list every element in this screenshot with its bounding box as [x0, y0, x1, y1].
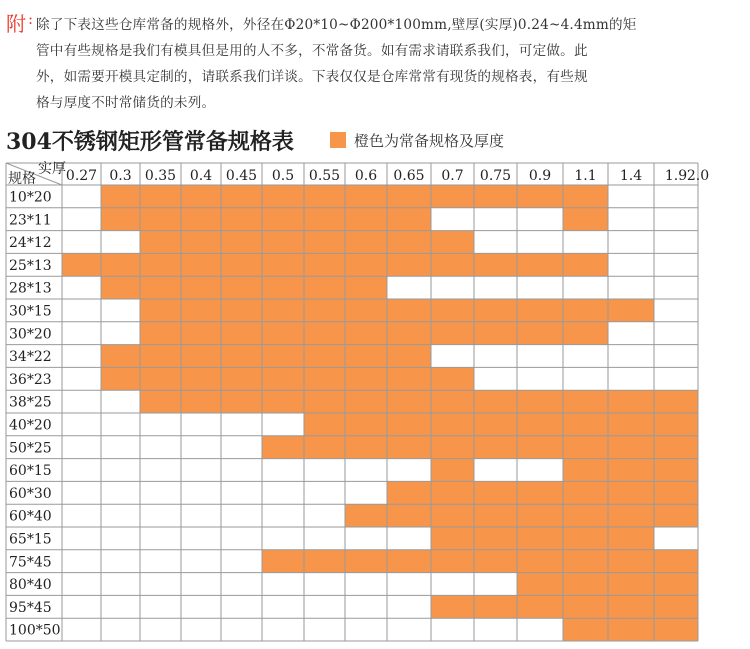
- stock-cell: [181, 322, 221, 345]
- stock-cell: [608, 550, 654, 573]
- thickness-header: 1.9: [664, 168, 688, 184]
- thickness-header: 0.7: [441, 168, 464, 184]
- thickness-header: 1.1: [574, 168, 597, 184]
- stock-cell: [387, 299, 431, 322]
- stock-cell: [304, 390, 345, 413]
- stock-cell: [431, 504, 474, 527]
- spec-label: 40*20: [9, 417, 52, 434]
- stock-cell: [563, 618, 608, 641]
- thickness-header: 0.9: [528, 168, 552, 184]
- stock-cell: [62, 253, 101, 276]
- stock-cell: [431, 367, 474, 390]
- spec-label: 75*45: [9, 554, 52, 571]
- stock-cell: [181, 208, 221, 231]
- note-mark: 附: [6, 12, 26, 36]
- stock-cell: [608, 618, 654, 641]
- stock-cell: [563, 573, 608, 596]
- stock-cell: [345, 390, 387, 413]
- stock-cell: [304, 231, 345, 254]
- note-line: 外，如需要开模具定制的，请联系我们详谈。下表仅仅是仓库常常有现货的规格表，有些规: [36, 69, 588, 85]
- stock-cell: [262, 185, 304, 208]
- stock-cell: [181, 253, 221, 276]
- stock-cell: [221, 208, 262, 231]
- stock-cell: [221, 253, 262, 276]
- stock-cell: [387, 253, 431, 276]
- spec-label: 30*20: [9, 326, 52, 343]
- stock-cell: [304, 413, 345, 436]
- corner-thickness-label: 实厚: [38, 161, 66, 177]
- stock-cell: [140, 367, 181, 390]
- thickness-header: 0.27: [65, 168, 98, 184]
- stock-cell: [181, 345, 221, 368]
- stock-cell: [563, 185, 608, 208]
- stock-cell: [608, 595, 654, 618]
- stock-cell: [517, 390, 563, 413]
- stock-cell: [304, 345, 345, 368]
- stock-cell: [304, 208, 345, 231]
- stock-cell: [563, 299, 608, 322]
- stock-cell: [387, 390, 431, 413]
- stock-cell: [345, 367, 387, 390]
- spec-label: 38*25: [9, 394, 52, 411]
- stock-cell: [345, 185, 387, 208]
- stock-cell: [474, 185, 517, 208]
- stock-cell: [431, 550, 474, 573]
- stock-cell: [387, 208, 431, 231]
- stock-cell: [101, 367, 140, 390]
- stock-cell: [304, 436, 345, 459]
- stock-cell: [304, 550, 345, 573]
- stock-cell: [345, 413, 387, 436]
- note-colon: :: [28, 10, 34, 28]
- stock-cell: [304, 367, 345, 390]
- stock-cell: [387, 345, 431, 368]
- stock-cell: [608, 390, 654, 413]
- stock-cell: [387, 436, 431, 459]
- stock-cell: [221, 390, 262, 413]
- thickness-header: 0.35: [144, 168, 177, 184]
- thickness-header: 0.5: [271, 168, 295, 184]
- stock-cell: [474, 504, 517, 527]
- stock-cell: [345, 322, 387, 345]
- stock-cell: [262, 367, 304, 390]
- stock-cell: [517, 253, 563, 276]
- thickness-header: 0.6: [354, 168, 378, 184]
- stock-cell: [608, 504, 654, 527]
- stock-cell: [431, 459, 474, 482]
- stock-cell: [431, 527, 474, 550]
- stock-cell: [563, 322, 608, 345]
- stock-cell: [563, 253, 608, 276]
- stock-cell: [431, 436, 474, 459]
- spec-label: 10*20: [9, 189, 52, 206]
- spec-label: 100*50: [9, 622, 61, 639]
- spec-label: 34*22: [9, 349, 52, 366]
- stock-cell: [387, 367, 431, 390]
- stock-cell: [431, 595, 474, 618]
- stock-cell: [654, 413, 698, 436]
- stock-cell: [474, 322, 517, 345]
- stock-cell: [387, 322, 431, 345]
- stock-cell: [345, 550, 387, 573]
- spec-label: 80*40: [9, 577, 52, 594]
- spec-label: 60*40: [9, 508, 52, 525]
- stock-cell: [517, 573, 563, 596]
- stock-cell: [101, 345, 140, 368]
- stock-cell: [563, 459, 608, 482]
- stock-cell: [345, 345, 387, 368]
- spec-label: 24*12: [9, 235, 52, 252]
- stock-cell: [221, 367, 262, 390]
- stock-cell: [563, 527, 608, 550]
- thickness-header: 1.4: [619, 168, 643, 184]
- spec-label: 60*15: [9, 463, 52, 480]
- stock-cell: [474, 550, 517, 573]
- stock-cell: [345, 208, 387, 231]
- corner-spec-label: 规格: [8, 171, 36, 187]
- stock-cell: [517, 527, 563, 550]
- note-line: 格与厚度不时常储货的未列。: [36, 95, 216, 111]
- stock-cell: [345, 299, 387, 322]
- stock-cell: [304, 276, 345, 299]
- stock-cell: [221, 276, 262, 299]
- note-line: 管中有些规格是我们有模具但是用的人不多，不常备货。如有需求请联系我们，可定做。此: [36, 43, 588, 59]
- stock-cell: [431, 481, 474, 504]
- stock-cell: [517, 413, 563, 436]
- stock-cell: [221, 231, 262, 254]
- stock-cell: [221, 322, 262, 345]
- stock-cell: [608, 527, 654, 550]
- stock-cell: [608, 481, 654, 504]
- stock-cell: [563, 390, 608, 413]
- stock-cell: [221, 185, 262, 208]
- stock-cell: [474, 527, 517, 550]
- thickness-header: 0.55: [308, 168, 341, 184]
- stock-cell: [654, 573, 698, 596]
- thickness-header: 0.65: [393, 168, 425, 184]
- stock-cell: [181, 299, 221, 322]
- stock-cell: [431, 299, 474, 322]
- legend-label: 橙色为常备规格及厚度: [354, 132, 505, 150]
- stock-cell: [345, 276, 387, 299]
- stock-cell: [431, 253, 474, 276]
- stock-cell: [563, 504, 608, 527]
- stock-cell: [262, 390, 304, 413]
- stock-cell: [304, 185, 345, 208]
- stock-cell: [101, 208, 140, 231]
- stock-cell: [262, 276, 304, 299]
- stock-cell: [563, 436, 608, 459]
- stock-cell: [608, 413, 654, 436]
- stock-cell: [474, 390, 517, 413]
- stock-cell: [181, 276, 221, 299]
- stock-cell: [387, 504, 431, 527]
- stock-cell: [262, 322, 304, 345]
- stock-cell: [608, 459, 654, 482]
- stock-cell: [304, 322, 345, 345]
- stock-cell: [517, 481, 563, 504]
- spec-label: 30*15: [9, 303, 52, 320]
- stock-cell: [654, 595, 698, 618]
- spec-label: 60*30: [9, 485, 52, 502]
- stock-cell: [431, 185, 474, 208]
- stock-cell: [431, 231, 474, 254]
- stock-cell: [181, 367, 221, 390]
- stock-cell: [262, 436, 304, 459]
- stock-cell: [101, 253, 140, 276]
- thickness-header: 0.3: [109, 168, 132, 184]
- stock-cell: [654, 481, 698, 504]
- note-line: 除了下表这些仓库常备的规格外，外径在Φ20*10~Φ200*100mm,壁厚(实厚)0.24~4.4mm的矩: [36, 17, 637, 33]
- stock-cell: [181, 231, 221, 254]
- stock-cell: [345, 436, 387, 459]
- stock-cell: [221, 299, 262, 322]
- spec-label: 95*45: [9, 599, 52, 616]
- stock-cell: [101, 276, 140, 299]
- table-title: 304不锈钢矩形管常备规格表: [6, 129, 294, 155]
- stock-cell: [387, 231, 431, 254]
- stock-cell: [517, 550, 563, 573]
- stock-cell: [262, 208, 304, 231]
- spec-label: 65*15: [9, 531, 52, 548]
- stock-cell: [387, 481, 431, 504]
- stock-cell: [140, 231, 181, 254]
- stock-cell: [387, 413, 431, 436]
- stock-cell: [563, 481, 608, 504]
- stock-cell: [654, 618, 698, 641]
- stock-cell: [563, 208, 608, 231]
- spec-label: 28*13: [9, 280, 52, 297]
- stock-cell: [517, 185, 563, 208]
- stock-cell: [304, 299, 345, 322]
- thickness-header: 0.4: [189, 168, 213, 184]
- stock-cell: [140, 253, 181, 276]
- stock-cell: [474, 436, 517, 459]
- spec-label: 23*11: [9, 212, 52, 229]
- spec-label: 25*13: [9, 257, 52, 274]
- stock-cell: [654, 459, 698, 482]
- stock-cell: [608, 573, 654, 596]
- stock-cell: [474, 299, 517, 322]
- stock-cell: [474, 413, 517, 436]
- stock-cell: [140, 299, 181, 322]
- stock-cell: [563, 413, 608, 436]
- stock-cell: [304, 253, 345, 276]
- stock-cell: [262, 550, 304, 573]
- stock-cell: [262, 231, 304, 254]
- stock-cell: [563, 595, 608, 618]
- stock-cell: [387, 185, 431, 208]
- stock-cell: [140, 185, 181, 208]
- stock-cell: [517, 436, 563, 459]
- stock-cell: [262, 345, 304, 368]
- stock-cell: [431, 413, 474, 436]
- stock-cell: [474, 481, 517, 504]
- stock-cell: [608, 436, 654, 459]
- stock-cell: [517, 322, 563, 345]
- stock-cell: [345, 504, 387, 527]
- stock-cell: [140, 390, 181, 413]
- stock-cell: [262, 253, 304, 276]
- spec-label: 50*25: [9, 440, 52, 457]
- stock-cell: [517, 595, 563, 618]
- stock-cell: [474, 253, 517, 276]
- stock-cell: [345, 231, 387, 254]
- stock-cell: [345, 253, 387, 276]
- stock-cell: [140, 276, 181, 299]
- stock-cell: [654, 550, 698, 573]
- stock-cell: [140, 208, 181, 231]
- stock-cell: [181, 390, 221, 413]
- stock-cell: [221, 345, 262, 368]
- stock-cell: [431, 390, 474, 413]
- stock-cell: [140, 345, 181, 368]
- thickness-header: 2.0: [686, 168, 710, 184]
- stock-cell: [262, 299, 304, 322]
- stock-cell: [517, 504, 563, 527]
- stock-cell: [140, 322, 181, 345]
- stock-cell: [181, 185, 221, 208]
- stock-cell: [654, 436, 698, 459]
- stock-cell: [101, 185, 140, 208]
- spec-label: 36*23: [9, 371, 52, 388]
- stock-cell: [654, 504, 698, 527]
- stock-cell: [654, 390, 698, 413]
- stock-cell: [474, 595, 517, 618]
- stock-cell: [517, 299, 563, 322]
- stock-cell: [563, 550, 608, 573]
- thickness-header: 0.45: [225, 168, 258, 184]
- stock-cell: [608, 299, 654, 322]
- thickness-header: 0.75: [479, 168, 512, 184]
- stock-cell: [387, 550, 431, 573]
- stock-cell: [431, 322, 474, 345]
